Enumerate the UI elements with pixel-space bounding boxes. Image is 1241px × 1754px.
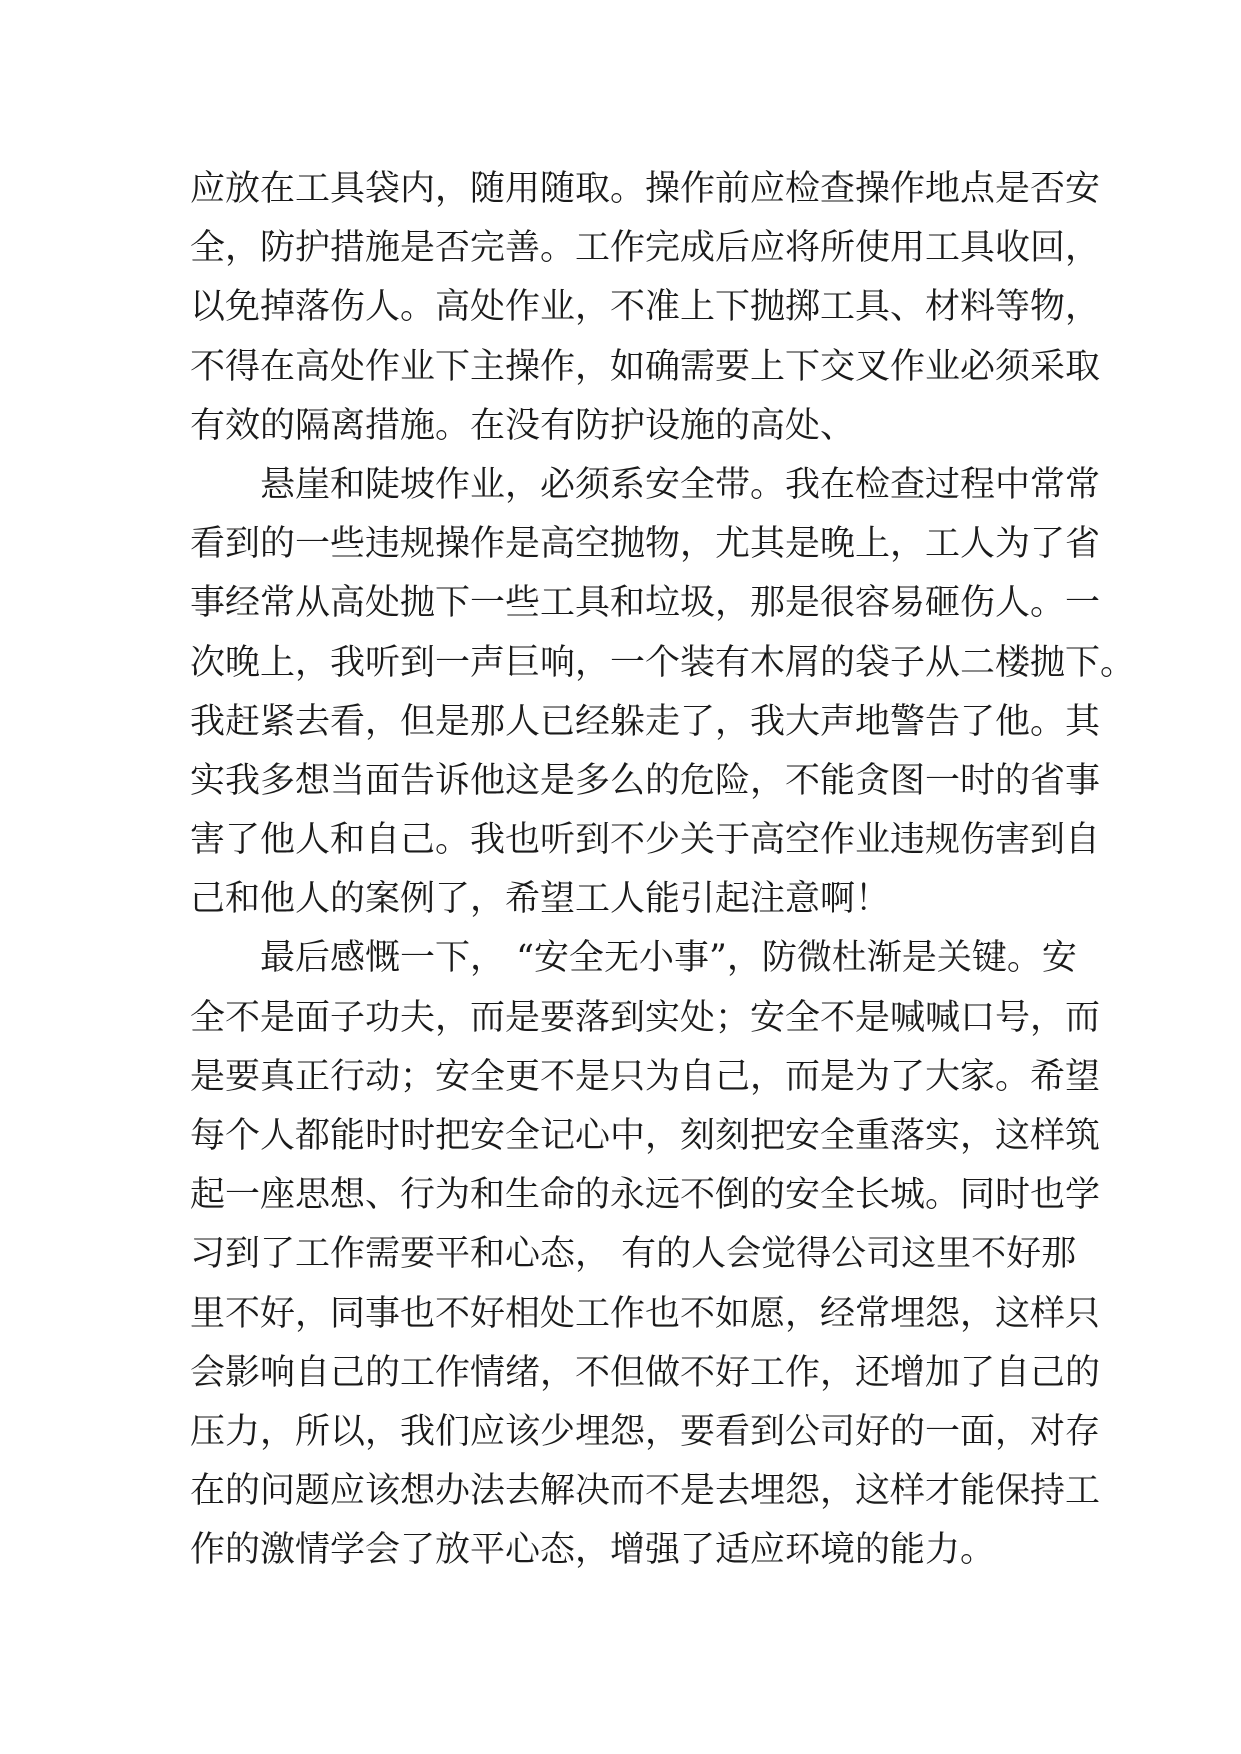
text-line: 害了他人和自己。我也听到不少关于高空作业违规伤害到自 — [190, 820, 1101, 861]
text-line: 在的问题应该想办法去解决而不是去埋怨，这样才能保持工 — [190, 1471, 1101, 1512]
text-line: 以免掉落伤人。高处作业，不准上下抛掷工具、材料等物， — [190, 287, 1101, 328]
document-body — [190, 160, 1136, 1581]
text-line: 起一座思想、行为和生命的永远不倒的安全长城。同时也学 — [190, 1175, 1101, 1216]
text-line: 看到的一些违规操作是高空抛物，尤其是晚上，工人为了省 — [190, 524, 1101, 565]
text-line: 己和他人的案例了，希望工人能引起注意啊！ — [190, 879, 891, 920]
text-line: 全不是面子功夫，而是要落到实处；安全不是喊喊口号，而 — [190, 997, 1101, 1038]
text-line: 习到了工作需要平和心态， 有的人会觉得公司这里不好那 — [190, 1234, 1077, 1275]
paragraph — [190, 160, 1101, 456]
text-line: 全，防护措施是否完善。工作完成后应将所使用工具收回， — [190, 228, 1101, 269]
text-line: 次晚上，我听到一声巨响，一个装有木屑的袋子从二楼抛下。 — [190, 642, 1136, 683]
paragraph — [190, 456, 1136, 930]
text-line: 应放在工具袋内，随用随取。操作前应检查操作地点是否安 — [190, 169, 1101, 209]
text-line: 有效的隔离措施。在没有防护设施的高处、 — [190, 405, 856, 446]
text-line: 我赶紧去看，但是那人已经躲走了，我大声地警告了他。其 — [190, 701, 1101, 742]
text-line: 压力，所以，我们应该少埋怨，要看到公司好的一面，对存 — [190, 1411, 1101, 1452]
text-line: 是要真正行动；安全更不是只为自己，而是为了大家。希望 — [190, 1056, 1101, 1097]
text-line: 里不好，同事也不好相处工作也不如愿，经常埋怨，这样只 — [190, 1293, 1101, 1334]
text-line: 事经常从高处抛下一些工具和垃圾，那是很容易砸伤人。一 — [190, 583, 1101, 624]
text-line: 最后感慨一下， “安全无小事”，防微杜渐是关键。安 — [260, 938, 1077, 979]
paragraph — [190, 929, 1101, 1580]
text-line: 实我多想当面告诉他这是多么的危险，不能贪图一时的省事 — [190, 760, 1101, 801]
text-line: 会影响自己的工作情绪，不但做不好工作，还增加了自己的 — [190, 1352, 1101, 1393]
text-line: 悬崖和陡坡作业，必须系安全带。我在检查过程中常常 — [260, 464, 1101, 505]
text-line: 不得在高处作业下主操作，如确需要上下交叉作业必须采取 — [190, 346, 1101, 387]
text-line: 作的激情学会了放平心态，增强了适应环境的能力。 — [190, 1530, 996, 1571]
text-line: 每个人都能时时把安全记心中，刻刻把安全重落实，这样筑 — [190, 1116, 1101, 1156]
